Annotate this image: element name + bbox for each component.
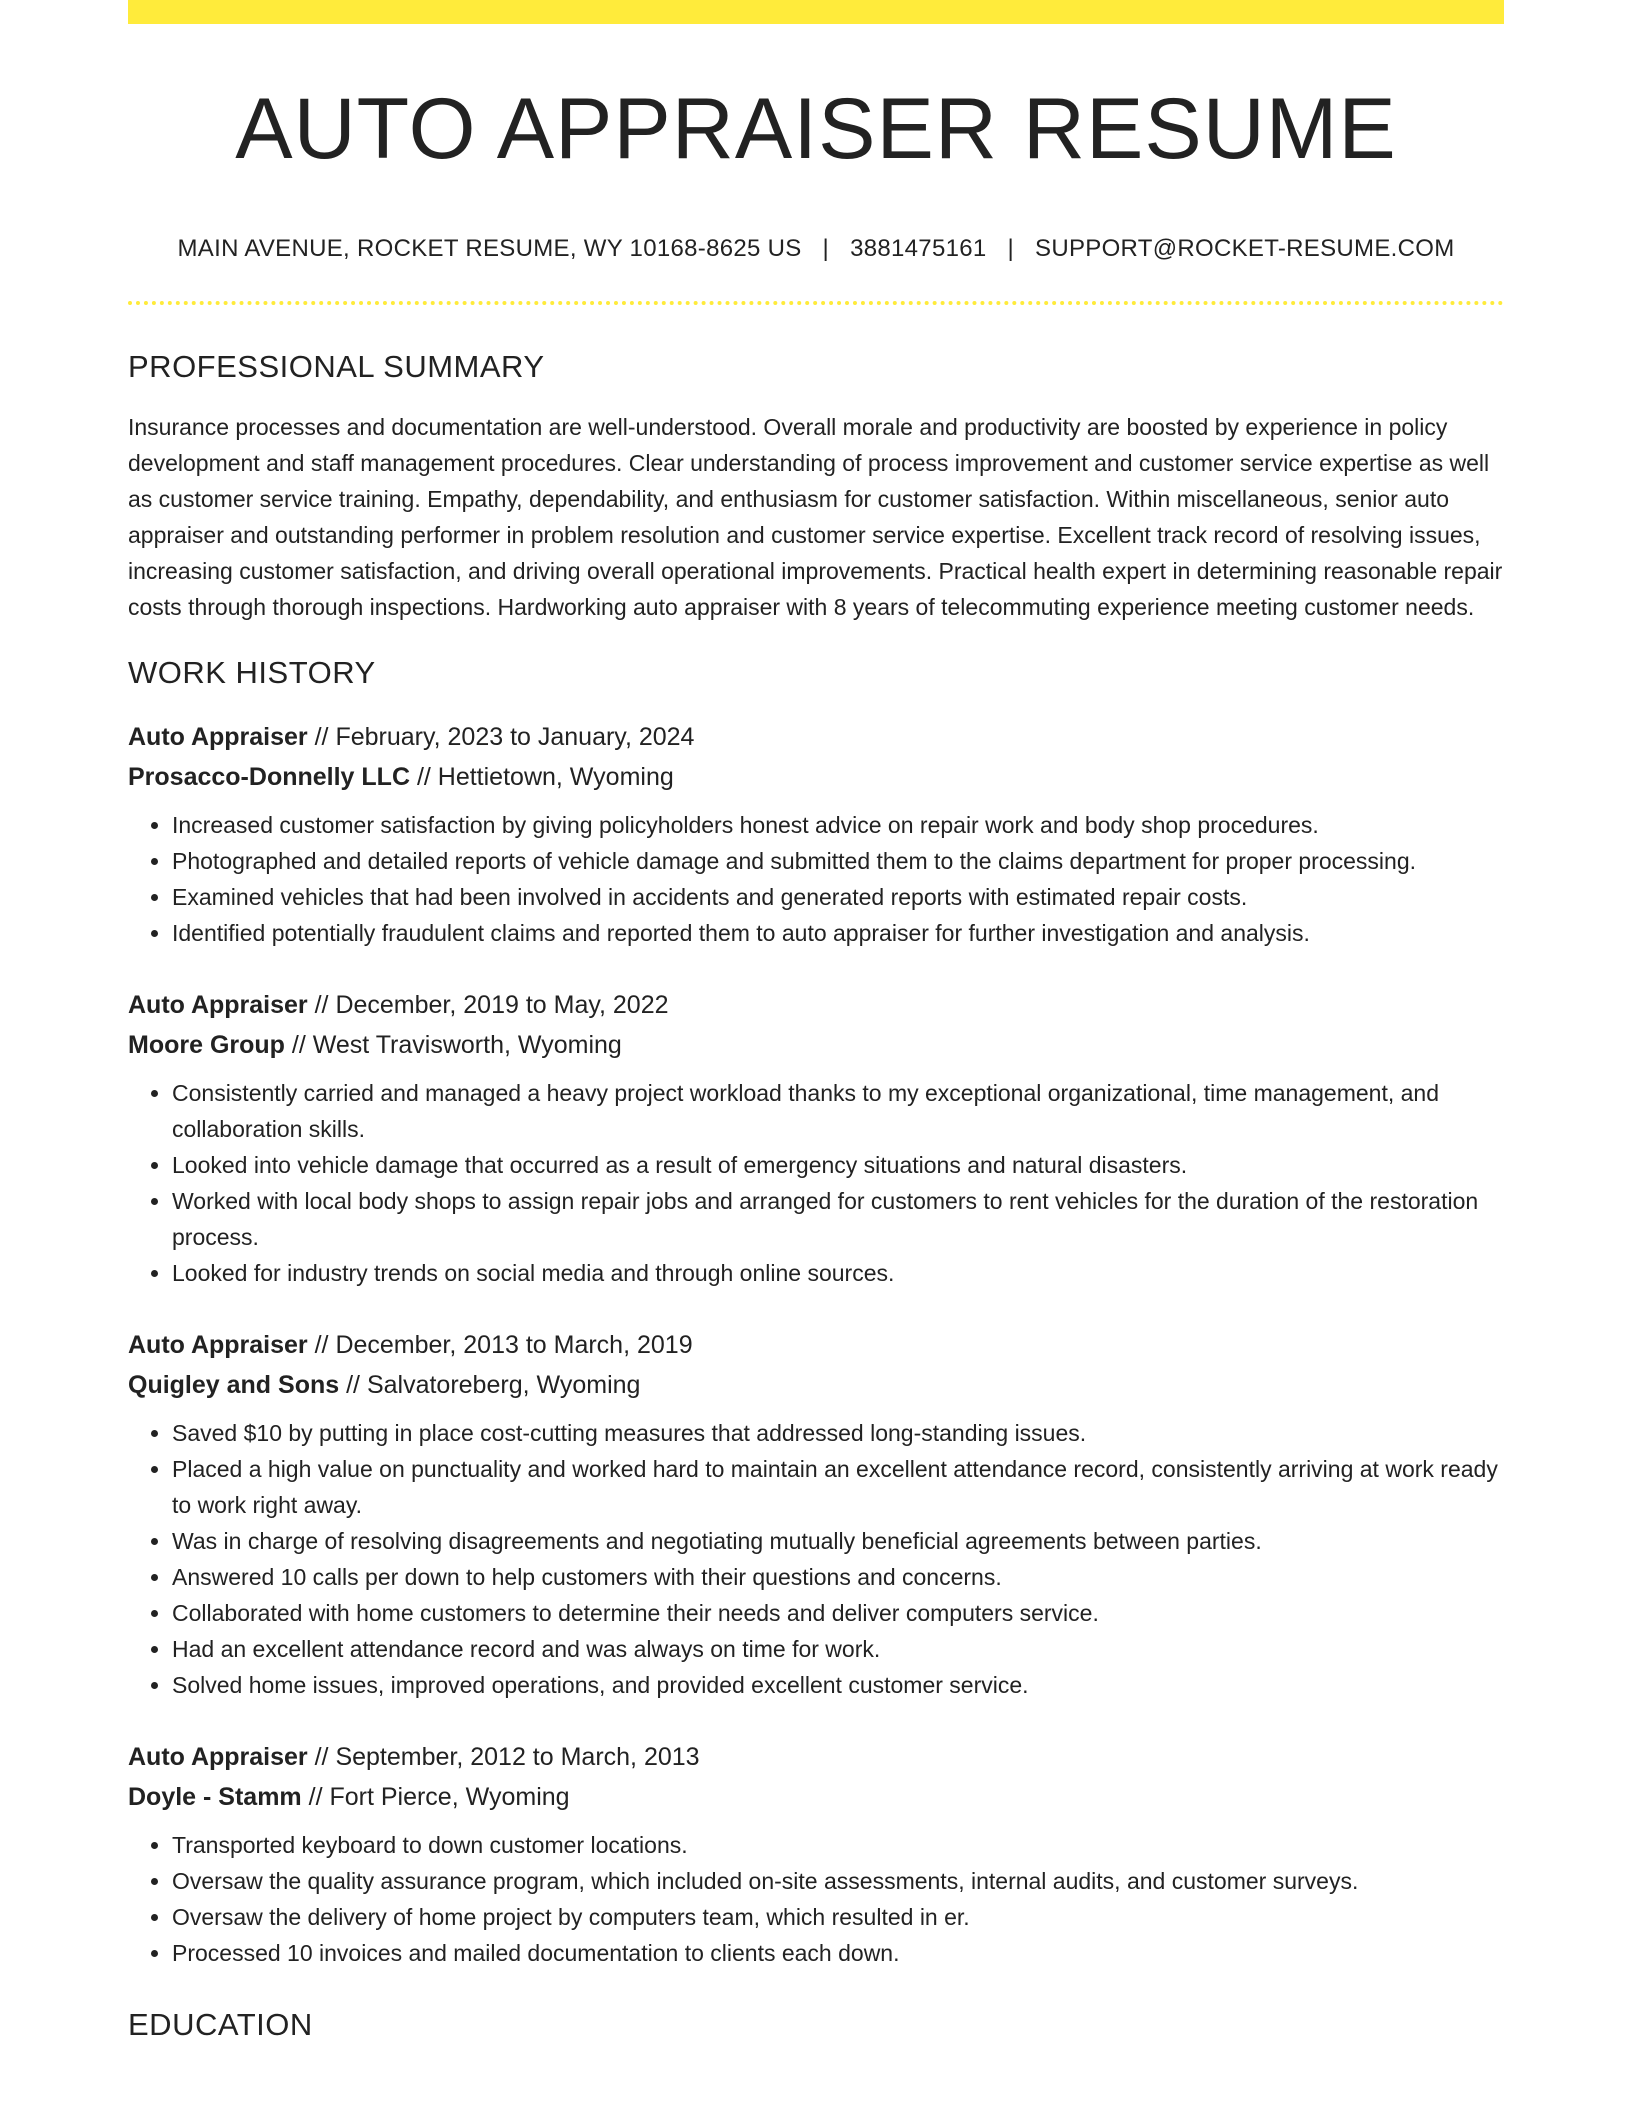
job-dates: // December, 2019 to May, 2022 (307, 990, 669, 1019)
education-heading: EDUCATION (128, 2006, 313, 2042)
resume-page (128, 0, 1504, 2043)
page-title: AUTO APPRAISER RESUME (235, 81, 1397, 177)
job-location: // West Travisworth, Wyoming (284, 1030, 622, 1059)
job-title-line (128, 985, 1504, 1025)
job-bullets (128, 807, 1504, 951)
job-title-line (128, 1325, 1504, 1365)
summary-text: Insurance processes and documentation are well-understood. Overall morale and productivity are boosted by experience in policy development and staff management procedures. Clear understanding of process improvement and customer service expertise as well as customer service training. Empathy, dependability, and enthusiasm for customer satisfaction. Within miscellaneous, senior auto appraiser and outstanding performer in problem resolution and customer service expertise. Excellent track record of resolving issues, increasing customer satisfaction, and driving overall operational improvements. Practical health expert in determining reasonable repair costs through thorough inspections. Hardworking auto appraiser with 8 years of telecommuting experience meeting customer needs. (128, 413, 1503, 620)
work-history-list (128, 717, 1504, 1971)
job-location: // Hettietown, Wyoming (410, 762, 674, 791)
job-bullets (128, 1075, 1504, 1291)
job-entry (128, 985, 1504, 1291)
list-item: • Examined vehicles that had been involved in accidents and generated reports with estimated repair costs. (172, 879, 1504, 915)
list-item: • Answered 10 calls per down to help customers with their questions and concerns. (172, 1559, 1504, 1595)
job-location: // Fort Pierce, Wyoming (301, 1782, 570, 1811)
job-title-line (128, 1737, 1504, 1777)
job-title: Auto Appraiser (128, 1330, 308, 1359)
job-entry (128, 717, 1504, 951)
list-item: • Solved home issues, improved operations, and provided excellent customer service. (172, 1667, 1504, 1703)
list-item: • Increased customer satisfaction by giving policyholders honest advice on repair work and body shop procedures. (172, 807, 1504, 843)
contact-separator: | (1007, 234, 1015, 262)
list-item: • Placed a high value on punctuality and worked hard to maintain an excellent attendance record, consistently arriving at work ready to work right away. (172, 1451, 1504, 1523)
list-item: • Transported keyboard to down customer locations. (172, 1827, 1504, 1863)
list-item: • Oversaw the delivery of home project by computers team, which resulted in er. (172, 1899, 1504, 1935)
list-item: • Oversaw the quality assurance program, which included on-site assessments, internal audits, and customer surveys. (172, 1863, 1504, 1899)
job-title: Auto Appraiser (128, 1742, 308, 1771)
accent-bar (128, 0, 1504, 24)
job-entry (128, 1325, 1504, 1703)
job-company-line (128, 1365, 1504, 1405)
list-item: • Photographed and detailed reports of vehicle damage and submitted them to the claims department for proper processing. (172, 843, 1504, 879)
job-company: Moore Group (128, 1030, 285, 1059)
list-item: • Saved $10 by putting in place cost-cutting measures that addressed long-standing issues. (172, 1415, 1504, 1451)
list-item: • Identified potentially fraudulent claims and reported them to auto appraiser for further investigation and analysis. (172, 915, 1504, 951)
job-company-line (128, 757, 1504, 797)
job-entry (128, 1737, 1504, 1971)
summary-heading: PROFESSIONAL SUMMARY (128, 348, 545, 384)
list-item: • Was in charge of resolving disagreements and negotiating mutually beneficial agreements between parties. (172, 1523, 1504, 1559)
dotted-divider (128, 301, 1504, 305)
job-title: Auto Appraiser (128, 722, 308, 751)
list-item: • Consistently carried and managed a heavy project workload thanks to my exceptional organizational, time management, and collaboration skills. (172, 1075, 1504, 1147)
work-history-heading: WORK HISTORY (128, 654, 376, 690)
contact-phone: 3881475161 (850, 234, 987, 262)
list-item: • Had an excellent attendance record and was always on time for work. (172, 1631, 1504, 1667)
list-item: • Collaborated with home customers to determine their needs and deliver computers service. (172, 1595, 1504, 1631)
job-title-line (128, 717, 1504, 757)
contact-line (128, 235, 1504, 263)
job-company: Prosacco-Donnelly LLC (128, 762, 410, 791)
job-company-line (128, 1025, 1504, 1065)
contact-separator: | (822, 234, 830, 262)
job-company-line (128, 1777, 1504, 1817)
job-company: Doyle - Stamm (128, 1782, 302, 1811)
job-dates: // December, 2013 to March, 2019 (307, 1330, 693, 1359)
job-location: // Salvatoreberg, Wyoming (339, 1370, 641, 1399)
job-title: Auto Appraiser (128, 990, 308, 1019)
list-item: • Looked for industry trends on social media and through online sources. (172, 1255, 1504, 1291)
contact-email: SUPPORT@ROCKET-RESUME.COM (1035, 234, 1455, 262)
job-dates: // February, 2023 to January, 2024 (307, 722, 695, 751)
contact-address: MAIN AVENUE, ROCKET RESUME, WY 10168-8625 US (177, 234, 802, 262)
job-dates: // September, 2012 to March, 2013 (307, 1742, 700, 1771)
list-item: • Looked into vehicle damage that occurred as a result of emergency situations and natural disasters. (172, 1147, 1504, 1183)
job-company: Quigley and Sons (128, 1370, 340, 1399)
list-item: • Processed 10 invoices and mailed documentation to clients each down. (172, 1935, 1504, 1971)
job-bullets (128, 1415, 1504, 1703)
job-bullets (128, 1827, 1504, 1971)
list-item: • Worked with local body shops to assign repair jobs and arranged for customers to rent vehicles for the duration of the restoration process. (172, 1183, 1504, 1255)
